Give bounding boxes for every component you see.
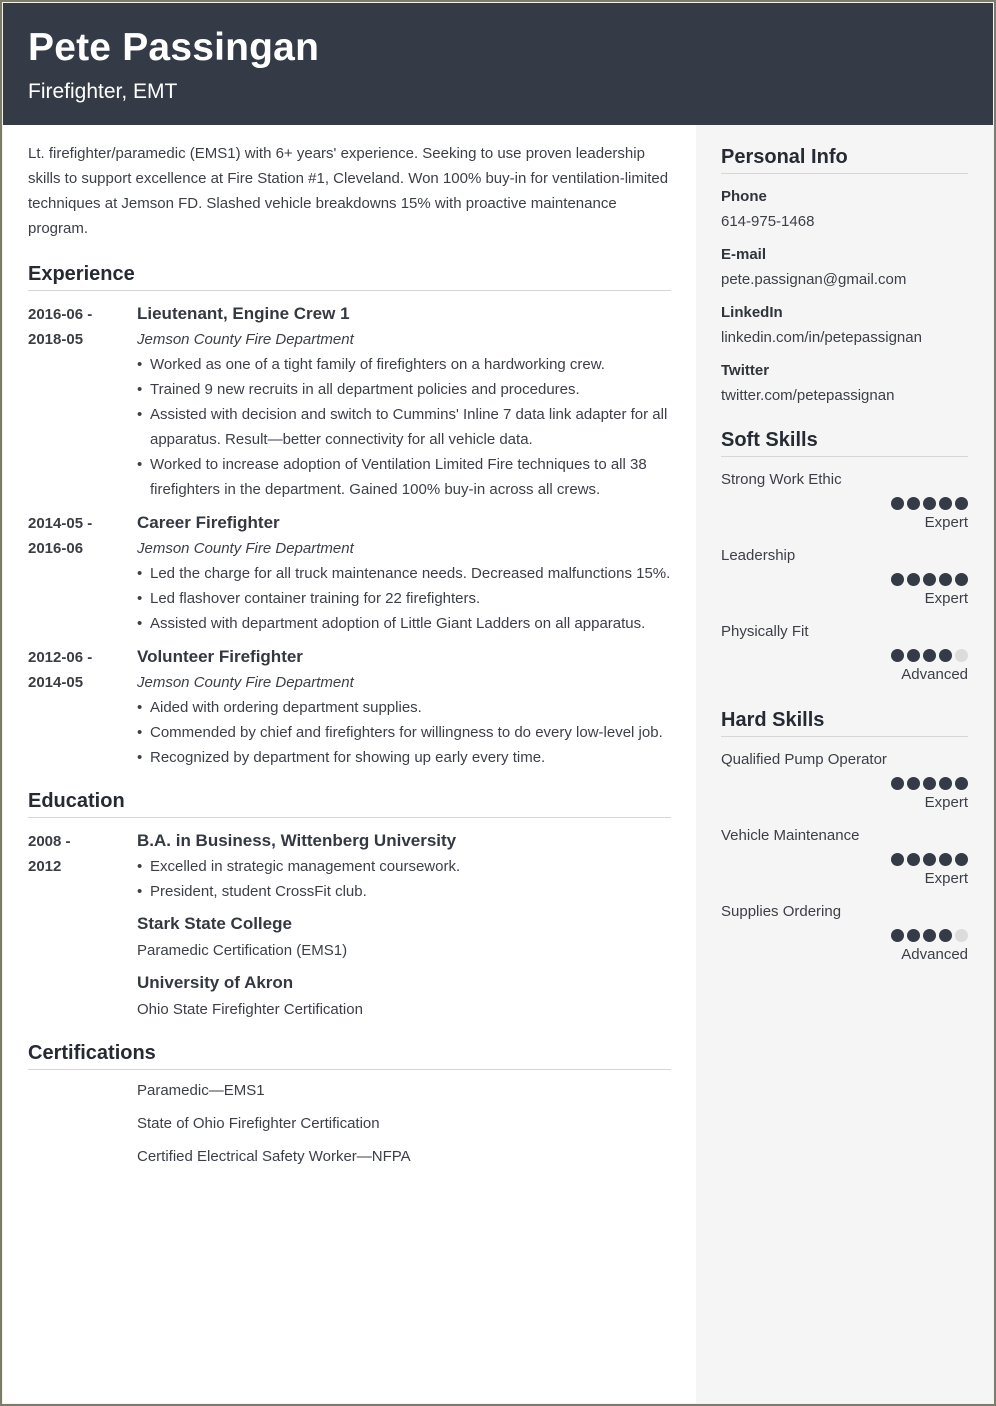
bullet: • Led the charge for all truck maintenance needs. Decreased malfunctions 15%. (137, 561, 671, 586)
rating-dot-filled (907, 649, 920, 662)
job-title: Lieutenant, Engine Crew 1 (137, 304, 350, 323)
school-detail: Ohio State Firefighter Certification (137, 1001, 363, 1018)
bullet: • Assisted with department adoption of Little Giant Ladders on all apparatus. (137, 611, 671, 636)
bullet: • Excelled in strategic management coursework. (137, 854, 671, 879)
date-start: 2014-05 - (28, 515, 93, 532)
rating-dot-filled (939, 497, 952, 510)
rating-dot-filled (891, 929, 904, 942)
skill-name: Vehicle Maintenance (721, 827, 860, 844)
rating-dot-filled (923, 573, 936, 586)
skill-item (721, 826, 968, 889)
rating-dot-filled (891, 853, 904, 866)
certification-item: Certified Electrical Safety Worker—NFPA (137, 1148, 411, 1165)
rating-dot-filled (923, 853, 936, 866)
skill-item (721, 546, 968, 609)
personal-info-heading: Personal Info (721, 146, 968, 174)
summary: Lt. firefighter/paramedic (EMS1) with 6+ years' experience. Seeking to use proven leadership skills to support excellence at Fire Station #1, Cleveland. Won 100% buy-in for ventilation-limited techniques at Jemson FD. Slashed vehicle breakdowns 15% with proactive maintenance program. (28, 145, 669, 237)
rating-dots (721, 497, 968, 510)
employer: Jemson County Fire Department (137, 331, 354, 348)
skill-level: Expert (924, 794, 968, 811)
main-column (28, 125, 671, 1177)
email-value[interactable]: pete.passignan@gmail.com (721, 271, 907, 288)
rating-dot-filled (907, 853, 920, 866)
bullet: • Worked to increase adoption of Ventilation Limited Fire techniques to all 38 firefighters in the department. Gained 100% buy-in across all crews. (137, 452, 671, 502)
rating-dots (721, 649, 968, 662)
rating-dot-filled (939, 573, 952, 586)
rating-dot-filled (955, 777, 968, 790)
skill-name: Physically Fit (721, 623, 809, 640)
rating-dot-filled (955, 853, 968, 866)
bullet: • Led flashover container training for 22 firefighters. (137, 586, 671, 611)
rating-dot-filled (939, 777, 952, 790)
experience-entry (28, 645, 671, 770)
info-email (721, 245, 968, 290)
bullet: • Trained 9 new recruits in all department policies and procedures. (137, 377, 671, 402)
candidate-title: Firefighter, EMT (28, 80, 178, 103)
school-detail: Paramedic Certification (EMS1) (137, 942, 348, 959)
hard-skills-heading: Hard Skills (721, 709, 968, 737)
rating-dot-filled (891, 573, 904, 586)
date-start: 2016-06 - (28, 306, 93, 323)
entry-dates (28, 829, 137, 1022)
job-title: Volunteer Firefighter (137, 647, 303, 666)
entry-dates (28, 645, 137, 770)
education-sub-entry (137, 971, 671, 1022)
employer: Jemson County Fire Department (137, 540, 354, 557)
school-name: Stark State College (137, 914, 292, 933)
bullet-list (137, 854, 671, 904)
rating-dot-filled (955, 497, 968, 510)
bullet-list (137, 561, 671, 636)
rating-dots (721, 929, 968, 942)
rating-dots (721, 573, 968, 586)
info-label: Twitter (721, 362, 770, 379)
rating-dot-filled (939, 929, 952, 942)
date-end: 2018-05 (28, 331, 84, 348)
bullet: • President, student CrossFit club. (137, 879, 671, 904)
job-title: Career Firefighter (137, 513, 280, 532)
certification-item: Paramedic—EMS1 (137, 1082, 265, 1099)
skill-item (721, 470, 968, 533)
employer: Jemson County Fire Department (137, 674, 354, 691)
rating-dot-filled (907, 497, 920, 510)
info-label: E-mail (721, 246, 767, 263)
entry-dates (28, 302, 137, 502)
skill-item (721, 622, 968, 685)
certifications-heading: Certifications (28, 1042, 671, 1070)
skill-level: Expert (924, 590, 968, 607)
info-label: Phone (721, 188, 767, 205)
skill-item (721, 750, 968, 813)
skill-name: Qualified Pump Operator (721, 751, 887, 768)
bullet-list (137, 352, 671, 502)
rating-dot-filled (939, 649, 952, 662)
candidate-name: Pete Passingan (28, 26, 320, 69)
skill-level: Advanced (901, 946, 968, 963)
skill-item (721, 902, 968, 965)
rating-dot-filled (907, 929, 920, 942)
school-name: University of Akron (137, 973, 294, 992)
info-linkedin (721, 303, 968, 348)
entry-dates (28, 511, 137, 636)
linkedin-value[interactable]: linkedin.com/in/petepassignan (721, 329, 922, 346)
education-heading: Education (28, 790, 671, 818)
rating-dot-filled (955, 573, 968, 586)
experience-entry (28, 511, 671, 636)
rating-dot-filled (891, 777, 904, 790)
certification-item: State of Ohio Firefighter Certification (137, 1115, 380, 1132)
skill-level: Advanced (901, 666, 968, 683)
certifications-list (28, 1078, 671, 1169)
bullet: • Worked as one of a tight family of firefighters on a hardworking crew. (137, 352, 671, 377)
rating-dot-filled (923, 777, 936, 790)
bullet: • Recognized by department for showing up early every time. (137, 745, 671, 770)
rating-dot-empty (955, 649, 968, 662)
rating-dot-filled (939, 853, 952, 866)
bullet: • Commended by chief and firefighters for willingness to do every low-level job. (137, 720, 671, 745)
info-label: LinkedIn (721, 304, 783, 321)
experience-entry (28, 302, 671, 502)
skill-level: Expert (924, 514, 968, 531)
skill-name: Leadership (721, 547, 796, 564)
info-twitter (721, 361, 968, 406)
rating-dots (721, 853, 968, 866)
degree: B.A. in Business, Wittenberg University (137, 831, 457, 850)
rating-dot-filled (891, 649, 904, 662)
rating-dot-filled (907, 777, 920, 790)
rating-dot-filled (907, 573, 920, 586)
bullet-list (137, 695, 671, 770)
resume-header (2, 2, 994, 125)
date-end: 2012 (28, 858, 62, 875)
rating-dot-filled (923, 497, 936, 510)
skill-name: Supplies Ordering (721, 903, 842, 920)
education-entry (28, 829, 671, 1022)
rating-dot-empty (955, 929, 968, 942)
date-end: 2014-05 (28, 674, 84, 691)
skill-level: Expert (924, 870, 968, 887)
date-end: 2016-06 (28, 540, 84, 557)
soft-skills-heading: Soft Skills (721, 429, 968, 457)
date-start: 2012-06 - (28, 649, 93, 666)
bullet: • Aided with ordering department supplies. (137, 695, 671, 720)
rating-dot-filled (923, 649, 936, 662)
rating-dot-filled (891, 497, 904, 510)
phone-value: 614-975-1468 (721, 213, 815, 230)
info-phone (721, 187, 968, 232)
sidebar (696, 125, 994, 1404)
date-start: 2008 - (28, 833, 71, 850)
education-sub-entry (137, 912, 671, 963)
skill-name: Strong Work Ethic (721, 471, 842, 488)
experience-heading: Experience (28, 263, 671, 291)
bullet: • Assisted with decision and switch to Cummins' Inline 7 data link adapter for all apparatus. Result—better connectivity for all vehicle data. (137, 402, 671, 452)
rating-dot-filled (923, 929, 936, 942)
twitter-value[interactable]: twitter.com/petepassignan (721, 387, 895, 404)
rating-dots (721, 777, 968, 790)
